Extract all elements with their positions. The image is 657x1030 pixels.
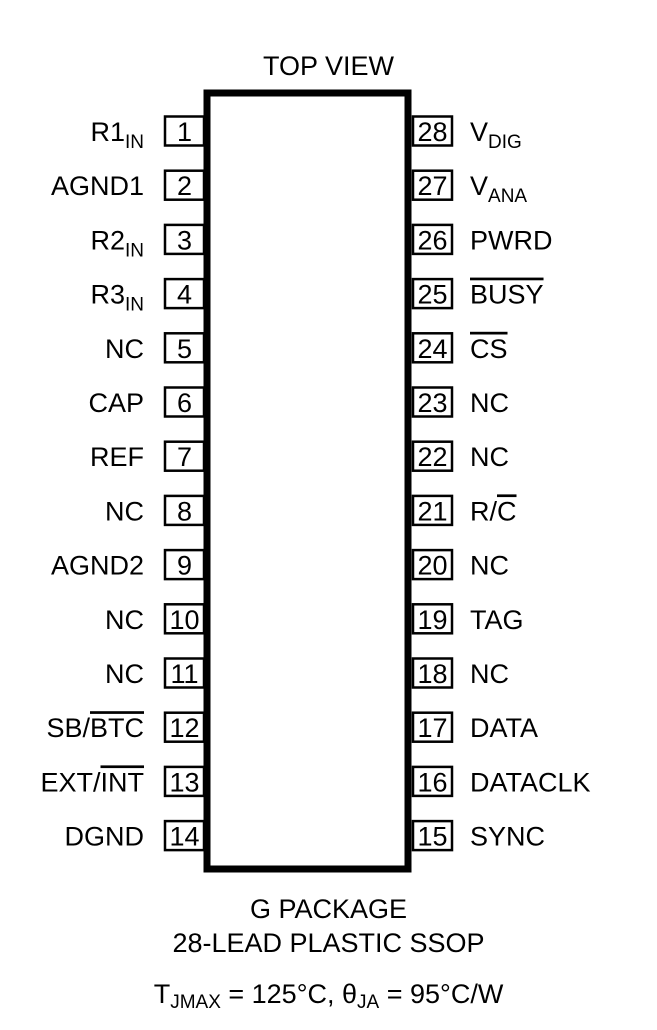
right-pin-name [470,280,544,310]
pin-number: 23 [417,388,448,418]
pin-number: 6 [176,388,193,418]
tjmax-value: = 125°C, [220,979,342,1009]
pin-number: 27 [417,171,448,202]
pin-name-part: C [497,496,517,527]
pin-number: 14 [169,821,200,852]
right-pin-name [470,713,538,743]
right-pin [413,604,524,635]
left-pin [40,767,204,798]
pin-name-part: PWRD [470,225,553,256]
pin-number: 22 [417,442,448,473]
pin-name-part: DATACLK [470,767,591,798]
left-pin [105,659,204,690]
package-name: G PACKAGE [249,894,408,924]
right-pin [413,225,553,256]
left-pin-name [90,225,144,261]
pin-name-part: NC [470,442,509,473]
package-description: 28-LEAD PLASTIC SSOP [172,928,485,958]
right-pin [413,442,509,473]
theta-subscript: JA [357,992,380,1013]
left-pin-name [90,117,144,153]
pin-name-part: SB/ [46,713,90,744]
pin-name-part: DIG [488,132,522,153]
pin-name-part: REF [90,442,144,473]
pin-name-part: R1 [90,117,125,147]
pin-name-part: IN [125,294,144,316]
left-pin-name [51,171,144,201]
pin-number: 15 [417,821,448,852]
right-pin-name [470,605,524,635]
left-pin [51,550,204,581]
right-pin [413,117,522,154]
tjmax-symbol: T [153,979,171,1009]
pin-number: 7 [176,442,193,473]
pin-number: 3 [176,225,193,256]
left-pin-name [51,551,144,581]
pin-number: 18 [417,659,448,689]
pin-number: 1 [176,117,193,147]
thermal-specs [0,979,657,1013]
right-pin [413,279,544,310]
left-pin-name [105,659,144,689]
pin-name-part: ANA [488,186,528,208]
right-pin [413,550,509,581]
pin-name-part: NC [105,604,144,635]
pin-name-part: NC [470,388,509,418]
pin-name-part: R/ [470,496,497,527]
right-pin-name [470,388,509,418]
pin-name-part: CAP [88,388,144,418]
right-pin-name [470,171,527,207]
right-pin [413,659,509,690]
pin-name-part: DGND [64,821,144,852]
pin-name-part: IN [125,240,144,262]
left-pin [90,279,204,316]
pin-name-part: AGND2 [50,550,144,581]
pin-name-part: IN [125,132,144,153]
pin-name-part: SYNC [470,821,546,852]
right-pin [413,713,538,744]
pin-name-part: R3 [90,279,125,310]
pin-group [40,117,590,852]
pin-name-part: V [470,171,489,202]
left-pin [65,821,205,852]
pin-number: 13 [169,767,200,798]
pin-number: 25 [417,279,448,310]
left-pin-name [105,334,144,364]
pin-name-part: DATA [470,713,539,744]
pin-number: 8 [176,496,193,527]
pin-name-part: BTC [90,713,144,744]
right-pin [413,496,517,527]
pin-name-part: BUSY [470,279,544,310]
pin-name-part: V [470,117,489,147]
theta-value: = 95°C/W [379,979,504,1009]
pin-number: 10 [169,604,200,635]
left-pin [88,388,204,419]
left-pin [90,442,204,473]
right-pin [413,333,508,364]
right-pin-name [470,551,509,581]
theta-symbol: θ [342,979,358,1009]
left-pin-name [46,713,144,743]
pin-number: 2 [176,171,193,202]
right-pin-name [470,659,509,689]
left-pin [105,333,204,364]
pin-name-part: INT [100,767,144,798]
pin-number: 20 [417,550,448,581]
left-pin-name [65,822,145,852]
pin-number: 24 [417,333,448,364]
pin-name-part: NC [470,659,509,689]
pin-name-part: CS [470,333,508,364]
left-pin [105,604,204,635]
right-pin [413,388,509,419]
pin-name-part: NC [105,659,144,689]
right-pin-name [470,117,522,153]
ic-package-body [207,93,408,869]
pin-number: 16 [417,767,448,798]
pin-name-part: NC [105,333,144,364]
left-pin [46,713,204,744]
pin-name-part: R2 [90,225,125,256]
pin-number: 9 [176,550,193,581]
right-pin [413,821,545,852]
left-pin-name [90,442,144,472]
pin-name-part: NC [105,496,144,527]
right-pin-name [470,822,545,852]
right-pin-name [470,767,591,797]
left-pin-name [90,280,144,316]
left-pin-name [105,605,144,635]
right-pin-name [470,442,509,472]
diagram-title: TOP VIEW [262,51,395,81]
left-pin-name [40,767,144,797]
pin-name-part: AGND1 [50,171,144,202]
right-pin-name [470,334,508,364]
left-pin [90,117,204,154]
pin-number: 5 [176,333,193,364]
pin-number: 11 [170,659,199,689]
right-pin [413,171,527,208]
right-pin-name [470,225,553,255]
pin-number: 19 [417,604,448,635]
left-pin-name [105,496,144,526]
left-pin [51,171,204,202]
left-pin [105,496,204,527]
pin-number: 28 [417,117,448,147]
pin-number: 26 [417,225,448,256]
right-pin-name [470,496,517,526]
left-pin-name [88,388,144,418]
left-pin [90,225,204,262]
pin-number: 4 [176,279,193,310]
pin-name-part: NC [470,550,509,581]
pin-name-part: EXT/ [40,767,101,798]
right-pin [413,767,591,798]
pin-number: 17 [417,713,448,744]
pin-number: 21 [417,496,448,527]
pin-number: 12 [169,713,200,744]
pin-name-part: TAG [470,604,524,635]
tjmax-subscript: JMAX [170,992,221,1013]
